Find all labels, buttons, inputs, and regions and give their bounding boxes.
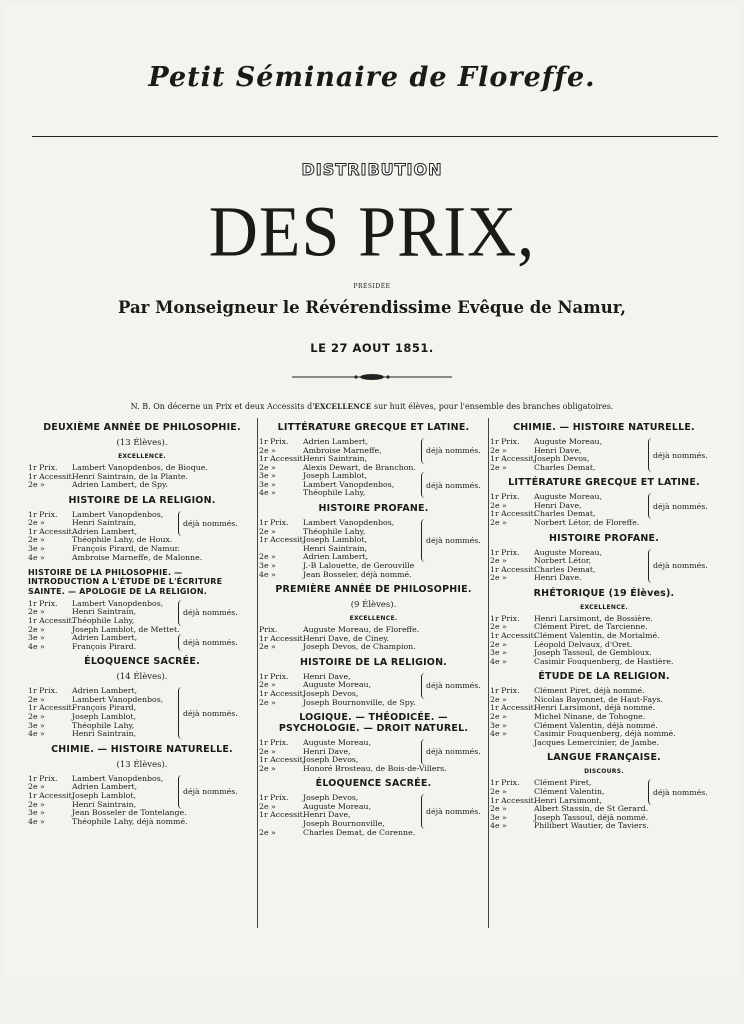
student-name: Joseph Lamblot, — [303, 471, 367, 481]
student-name: Henri Dave, — [534, 500, 582, 510]
student-name: Théophile Lahy, de Houx. — [72, 535, 173, 545]
prize-row — [490, 822, 718, 831]
student-name: Casimir Fouquenberg, de Hastière. — [534, 656, 674, 666]
student-name: Théophile Lahy, — [303, 526, 366, 536]
prize-rank: 1r Accessit. — [490, 795, 537, 805]
prize-rank: 2e » — [490, 556, 507, 566]
prize-row — [28, 481, 256, 490]
student-name: Adrien Lambert, — [72, 782, 138, 792]
student-name: Joseph Bournonville, — [303, 819, 385, 829]
student-name: Norbert Létor, de Floreffe. — [534, 518, 640, 527]
prize-rank: 3e » — [490, 720, 507, 730]
prize-rank — [490, 739, 534, 748]
student-name: Honoré Brosteau, de Bois-de-Villers. — [303, 763, 447, 773]
prize-rank: 3e » — [259, 479, 276, 489]
student-name: Auguste Moreau, — [534, 547, 603, 557]
prize-rank: 2e » — [259, 526, 276, 536]
student-name: Joseph Lamblot, de Mettet. — [72, 624, 180, 634]
column-1 — [28, 420, 256, 832]
student-name: Henri Dave, — [303, 810, 351, 820]
prize-row — [259, 829, 488, 838]
prize-rank: 2e » — [259, 801, 276, 811]
section-subtitle: EXCELLENCE. — [118, 452, 166, 460]
prize-row — [28, 626, 256, 635]
student-name: Henri Saintrain, — [72, 607, 137, 617]
student-name: Ambroise Marneffe, de Malonne. — [72, 552, 203, 562]
section-title: ÉTUDE DE LA RELIGION. — [538, 671, 670, 683]
prize-rank: 2e » — [28, 518, 45, 528]
already-named-bracket: déjà nommés. — [648, 493, 708, 519]
prize-row — [259, 643, 488, 652]
student-name: Joseph Devos, de Champion. — [303, 642, 416, 652]
prize-rank: 2e » — [259, 445, 276, 455]
prize-row — [28, 818, 256, 827]
prize-rank: 2e » — [28, 694, 45, 704]
student-name: Joseph Tassoul, déjà nommé. — [534, 812, 649, 822]
prize-rank: 4e » — [28, 552, 45, 562]
prize-rank: 2e » — [490, 573, 507, 583]
prize-row — [490, 658, 718, 667]
section-title: ÉLOQUENCE SACRÉE. — [315, 778, 432, 790]
section-title: HISTOIRE DE LA PHILOSOPHIE. — INTRODUCTION A L'ÉTUDE DE L'ÉCRITURE SAINTE. — APOLOGIE DE LA RELIGION. — [28, 568, 223, 596]
ornament-divider — [290, 372, 454, 382]
prize-rank: 1r Prix. — [490, 686, 520, 696]
prize-rank: 2e » — [28, 782, 45, 792]
student-name: Clément Valentin, de Morialmé. — [534, 631, 660, 640]
column-divider-1 — [257, 418, 258, 928]
prize-list — [490, 493, 718, 527]
prize-list — [490, 438, 718, 472]
prize-rank: 2e » — [259, 746, 276, 756]
prize-list — [28, 464, 256, 490]
prize-rank: 2e » — [259, 462, 276, 472]
column-divider-2 — [488, 418, 489, 928]
already-named-bracket: déjà nommés. — [178, 775, 238, 809]
student-name: Henri Larsimont, de Bossière. — [534, 613, 653, 623]
already-named-bracket: déjà nommés. — [178, 511, 238, 537]
prize-rank: 2e » — [28, 480, 45, 490]
prize-list — [259, 794, 488, 837]
student-name: Henri Saintrain, — [303, 454, 368, 464]
prize-rank: 1r Accessit. — [259, 755, 306, 765]
student-name: Charles Demat, de Corenne. — [303, 827, 416, 837]
distribution-heading: DISTRIBUTION — [301, 160, 443, 179]
already-named-bracket: déjà nommés. — [421, 438, 481, 464]
prize-list — [490, 687, 718, 747]
student-name: Adrien Lambert, — [303, 436, 369, 446]
prize-rank: 4e » — [28, 729, 45, 739]
already-named-bracket: déjà nommés. — [421, 673, 481, 699]
student-name: François Pirard. — [72, 641, 137, 651]
student-name: Auguste Moreau, — [534, 492, 603, 502]
already-named-bracket: déjà nommés. — [178, 600, 238, 626]
prize-rank: 2e » — [490, 694, 507, 704]
student-name: Henri Larsimont, déjà nommé. — [534, 703, 656, 713]
student-name: Henri Dave, — [303, 671, 351, 681]
student-name: Clément Piret, — [534, 778, 592, 788]
student-name: Ambroise Marneffe, — [303, 445, 382, 455]
prize-list — [490, 549, 718, 583]
prize-row — [259, 699, 488, 708]
presided-by-line: Par Monseigneur le Révérendissime Evêque de Namur, — [118, 298, 626, 317]
student-name: Henri Saintrain, — [72, 518, 137, 528]
prize-rank: 2e » — [259, 680, 276, 690]
student-name: Michel Ninane, de Tohogne. — [534, 712, 646, 722]
section-title: LANGUE FRANÇAISE. — [547, 752, 661, 764]
prize-rank: 1r Accessit. — [259, 454, 306, 464]
section-title: HISTOIRE PROFANE. — [318, 503, 429, 515]
prize-rank: 3e » — [490, 812, 507, 822]
prize-rank: 1r Prix. — [259, 436, 289, 446]
student-name: Charles Demat, — [534, 564, 596, 574]
section-title: ÉLOQUENCE SACRÉE. — [84, 656, 200, 668]
prize-row — [259, 571, 488, 580]
prize-list — [259, 519, 488, 579]
prize-rank: 1r Accessit. — [259, 810, 306, 820]
student-name: Henri Dave, — [303, 746, 351, 756]
student-name: Adrien Lambert, — [72, 526, 138, 536]
already-named-bracket: déjà nommés. — [648, 438, 708, 472]
prize-rank: 1r Prix. — [490, 492, 520, 502]
prize-rank: 3e » — [259, 471, 276, 481]
prize-rank: 1r Accessit. — [259, 688, 306, 698]
section-title: HISTOIRE DE LA RELIGION. — [299, 656, 448, 668]
prize-rank: 3e » — [259, 560, 276, 570]
student-name: Lambert Vanopdenbos, de Bioque. — [72, 462, 208, 472]
prize-list — [259, 673, 488, 707]
section-title: HISTOIRE PROFANE. — [548, 532, 660, 544]
prize-rank: 1r Prix. — [28, 773, 58, 783]
student-name: Adrien Lambert, — [72, 686, 138, 696]
student-name: Auguste Moreau, — [534, 436, 603, 446]
student-name: Lambert Vanopdenbos, — [72, 694, 164, 704]
prize-rank: 3e » — [28, 633, 45, 643]
header-rule — [32, 136, 718, 137]
presided-label: PRÉSIDÉE — [353, 283, 391, 290]
prize-rank: 2e » — [490, 462, 507, 472]
section-title: PREMIÈRE ANNÉE DE PHILOSOPHIE. — [275, 584, 472, 596]
prize-rank: 2e » — [28, 535, 45, 545]
prize-rank: 2e » — [28, 624, 45, 634]
prize-list — [28, 687, 256, 739]
prize-rank: 4e » — [259, 488, 276, 498]
prize-rank: 2e » — [28, 607, 45, 617]
prize-row — [259, 765, 488, 774]
prize-rank: 1r Prix. — [259, 518, 289, 527]
prize-rank: 1r Accessit. — [259, 633, 306, 643]
column-2 — [259, 420, 488, 843]
already-named-bracket: déjà nommés. — [421, 794, 481, 828]
student-name: Joseph Bournonville, de Spy. — [303, 697, 416, 707]
student-name: Lambert Vanopdenbos, — [303, 479, 395, 489]
prize-rank: 2e » — [490, 518, 507, 527]
prize-rank: 1r Accessit. — [490, 703, 537, 713]
prize-rank: 3e » — [28, 544, 45, 553]
student-name: Joseph Devos, — [534, 454, 590, 464]
student-name: Joseph Devos, — [303, 793, 359, 803]
already-named-bracket: déjà nommés. — [421, 739, 481, 765]
student-name: Auguste Moreau, de Floreffe. — [303, 625, 420, 635]
prize-rank: 2e » — [490, 500, 507, 510]
prize-rank: 3e » — [490, 648, 507, 658]
prize-rank: 1r Accessit. — [28, 790, 75, 800]
student-name: Adrien Lambert, — [72, 633, 138, 643]
prize-rank: 1r Prix. — [259, 793, 289, 803]
prize-rank: 2e » — [259, 763, 276, 773]
student-name: Joseph Devos, — [303, 688, 359, 698]
student-name: Auguste Moreau, — [303, 801, 372, 811]
student-name: Clément Piret, de Tarcienne. — [534, 622, 648, 632]
prize-list — [259, 438, 488, 498]
section-title: DEUXIÈME ANNÉE DE PHILOSOPHIE. — [43, 422, 241, 433]
prize-rank: 2e » — [490, 622, 507, 632]
class-size: (13 Élèves). — [116, 437, 168, 448]
student-name: Henri Dave. — [534, 573, 582, 583]
student-name: Charles Demat, — [534, 462, 596, 472]
section-title: CHIMIE. — HISTOIRE NATURELLE. — [51, 743, 233, 755]
prize-rank: 2e » — [28, 799, 45, 809]
student-name: Théophile Lahy, — [72, 615, 135, 625]
ceremony-date: LE 27 AOUT 1851. — [310, 341, 434, 355]
prize-rank: 1r Accessit. — [490, 509, 537, 519]
student-name: J.-B Lalouette, de Gerouville — [303, 560, 415, 570]
prize-list — [28, 511, 256, 563]
prize-rank: 1r Prix. — [490, 436, 520, 446]
prize-rank: 1r Prix. — [28, 509, 58, 519]
student-name: Albert Stassin, de St Gerard. — [534, 804, 649, 814]
student-name: Philibert Wautier, de Taviers. — [534, 821, 649, 831]
prize-rank: 1r Prix. — [28, 462, 58, 472]
section-title: HISTOIRE DE LA RELIGION. — [68, 494, 216, 506]
prize-rank: 2e » — [490, 786, 507, 796]
prize-rank: 2e » — [28, 712, 45, 722]
prize-rank: 1r Prix. — [28, 686, 58, 696]
student-name: Lambert Vanopdenbos, — [72, 773, 164, 783]
student-name: Joseph Lamblot, — [303, 535, 367, 545]
prize-row — [490, 519, 718, 528]
prize-rank: 1r Accessit. — [490, 631, 537, 640]
student-name: Jacques Lemercinier, de Jambe. — [534, 737, 659, 747]
prize-rank: 2e » — [259, 552, 276, 562]
prize-row — [490, 739, 718, 748]
prize-rank: 4e » — [490, 656, 507, 666]
student-name: Clément Valentin, — [534, 786, 605, 796]
student-name: Lambert Vanopdenbos, — [72, 509, 164, 519]
prize-rank: 1r Accessit. — [259, 535, 306, 545]
student-name: Joseph Tassoul, de Gembloux. — [534, 648, 652, 658]
already-named-bracket: déjà nommés. — [178, 687, 238, 739]
prize-rank: 1r Accessit. — [28, 471, 75, 481]
prize-rank: 1r Accessit. — [28, 703, 75, 713]
student-name: Adrien Lambert, de Spy. — [72, 480, 168, 490]
prize-rank: 1r Prix. — [490, 778, 520, 788]
student-name: Théophile Lahy, déjà nommé. — [72, 816, 188, 826]
student-name: Lambert Vanopdenbos, — [303, 518, 395, 527]
main-title: DES PRIX, — [208, 190, 536, 272]
section-subtitle: EXCELLENCE. — [349, 615, 398, 623]
student-name: François Pirard, — [72, 703, 137, 713]
prize-rank: 1r Prix. — [490, 547, 520, 557]
student-name: Adrien Lambert, — [303, 552, 369, 562]
prize-rank: Prix. — [259, 625, 278, 635]
class-size: (13 Élèves). — [116, 759, 168, 770]
prize-list — [490, 779, 718, 831]
student-name: Jean Bosseler de Tontelange. — [72, 808, 187, 818]
section-subtitle: EXCELLENCE. — [580, 603, 628, 611]
prize-list — [28, 775, 256, 827]
prize-rank: 1r Prix. — [490, 613, 520, 623]
prize-rank: 2e » — [490, 639, 507, 649]
student-name: Lambert Vanopdenbos, — [72, 598, 164, 608]
prize-rank: 1r Accessit. — [28, 526, 75, 536]
prize-rank: 1r Prix. — [259, 738, 289, 747]
student-name: Henri Dave, — [534, 445, 582, 455]
prize-list — [490, 615, 718, 667]
student-name: François Pirard, de Namur. — [72, 544, 180, 553]
already-named-bracket: déjà nommés. — [421, 519, 481, 562]
student-name: Henri Larsimont, — [534, 795, 602, 805]
section-title: LOGIQUE. — THÉODICÉE. — PSYCHOLOGIE. — DROIT NATUREL. — [278, 712, 469, 735]
student-name: Clément Valentin, déjà nommé. — [534, 720, 658, 730]
student-name: Norbert Létor, — [534, 556, 592, 566]
student-name: Théophile Lahy, — [303, 488, 366, 498]
prize-rank: 1r Accessit. — [490, 454, 537, 464]
prize-rank: 4e » — [259, 569, 276, 579]
student-name: Charles Demat, — [534, 509, 596, 519]
prize-list — [259, 739, 488, 773]
prize-row — [259, 464, 488, 473]
prize-rank: 2e » — [490, 804, 507, 814]
student-name: Clément Piret, déjà nommé. — [534, 686, 645, 696]
section-title: LITTÉRATURE GRECQUE ET LATINE. — [277, 422, 470, 433]
student-name: Léopold Delvaux, d'Oret. — [534, 639, 633, 649]
prize-rank: 1r Accessit. — [28, 615, 75, 625]
prize-rank: 4e » — [490, 821, 507, 831]
student-name: Henri Saintrain, — [303, 543, 368, 553]
student-name: Henri Dave, de Ciney. — [303, 633, 390, 643]
prize-rank: 4e » — [490, 729, 507, 739]
student-name: Joseph Devos, — [303, 755, 359, 765]
prize-rank: 3e » — [28, 808, 45, 818]
already-named-bracket: déjà nommés. — [648, 549, 708, 583]
class-size: (9 Élèves). — [350, 600, 397, 611]
student-name: Henri Saintrain, — [72, 799, 137, 809]
prize-row — [28, 554, 256, 563]
prize-rank: 1r Prix. — [259, 671, 289, 681]
prize-list — [28, 600, 256, 652]
prize-rank: 4e » — [28, 816, 45, 826]
student-name: Nicolas Bayonnet, de Haut-Fays. — [534, 694, 663, 704]
student-name: Henri Saintrain, — [72, 729, 137, 739]
student-name: Casimir Fouquenberg, déjà nommé. — [534, 729, 676, 739]
student-name: Auguste Moreau, — [303, 738, 372, 747]
prize-rank: 2e » — [259, 697, 276, 707]
already-named-bracket: déjà nommés. — [421, 472, 481, 498]
student-name: Jean Bosseler, déjà nommé. — [303, 569, 412, 579]
prize-rank: 4e » — [28, 641, 45, 651]
section-title: CHIMIE. — HISTOIRE NATURELLE. — [513, 422, 695, 433]
class-size: (14 Élèves). — [116, 672, 168, 683]
student-name: Auguste Moreau, — [303, 680, 372, 690]
prize-rank: 2e » — [259, 642, 276, 652]
student-name: Alexis Dewart, de Branchon. — [303, 462, 416, 472]
section-subtitle: DISCOURS. — [584, 768, 624, 776]
prize-rank: 1r Prix. — [28, 598, 58, 608]
prize-rank: 2e » — [259, 827, 276, 837]
institution-heading: Petit Séminaire de Floreffe. — [148, 62, 596, 93]
prize-rank: 1r Accessit. — [490, 564, 537, 574]
section-title: LITTÉRATURE GRECQUE ET LATINE. — [508, 477, 700, 489]
prize-rank: 3e » — [28, 720, 45, 730]
note-line: N. B. On décerne un Prix et deux Accessits d'EXCELLENCE sur huit élèves, pour l'ensemble des branches obligatoires. — [130, 402, 614, 411]
already-named-bracket: déjà nommés. — [648, 779, 708, 805]
student-name: Théophile Lahy, — [72, 720, 135, 730]
section-title: RHÉTORIQUE (19 Élèves). — [533, 587, 675, 599]
prize-rank: 2e » — [490, 445, 507, 455]
student-name: Joseph Lamblot, — [72, 790, 136, 800]
student-name: Joseph Lamblot, — [72, 712, 136, 722]
prize-rank: 2e » — [490, 712, 507, 722]
already-named-bracket: déjà nommés. — [178, 634, 238, 651]
column-3 — [490, 420, 718, 837]
student-name: Henri Saintrain, de la Plante. — [72, 471, 188, 481]
prize-list — [259, 626, 488, 652]
